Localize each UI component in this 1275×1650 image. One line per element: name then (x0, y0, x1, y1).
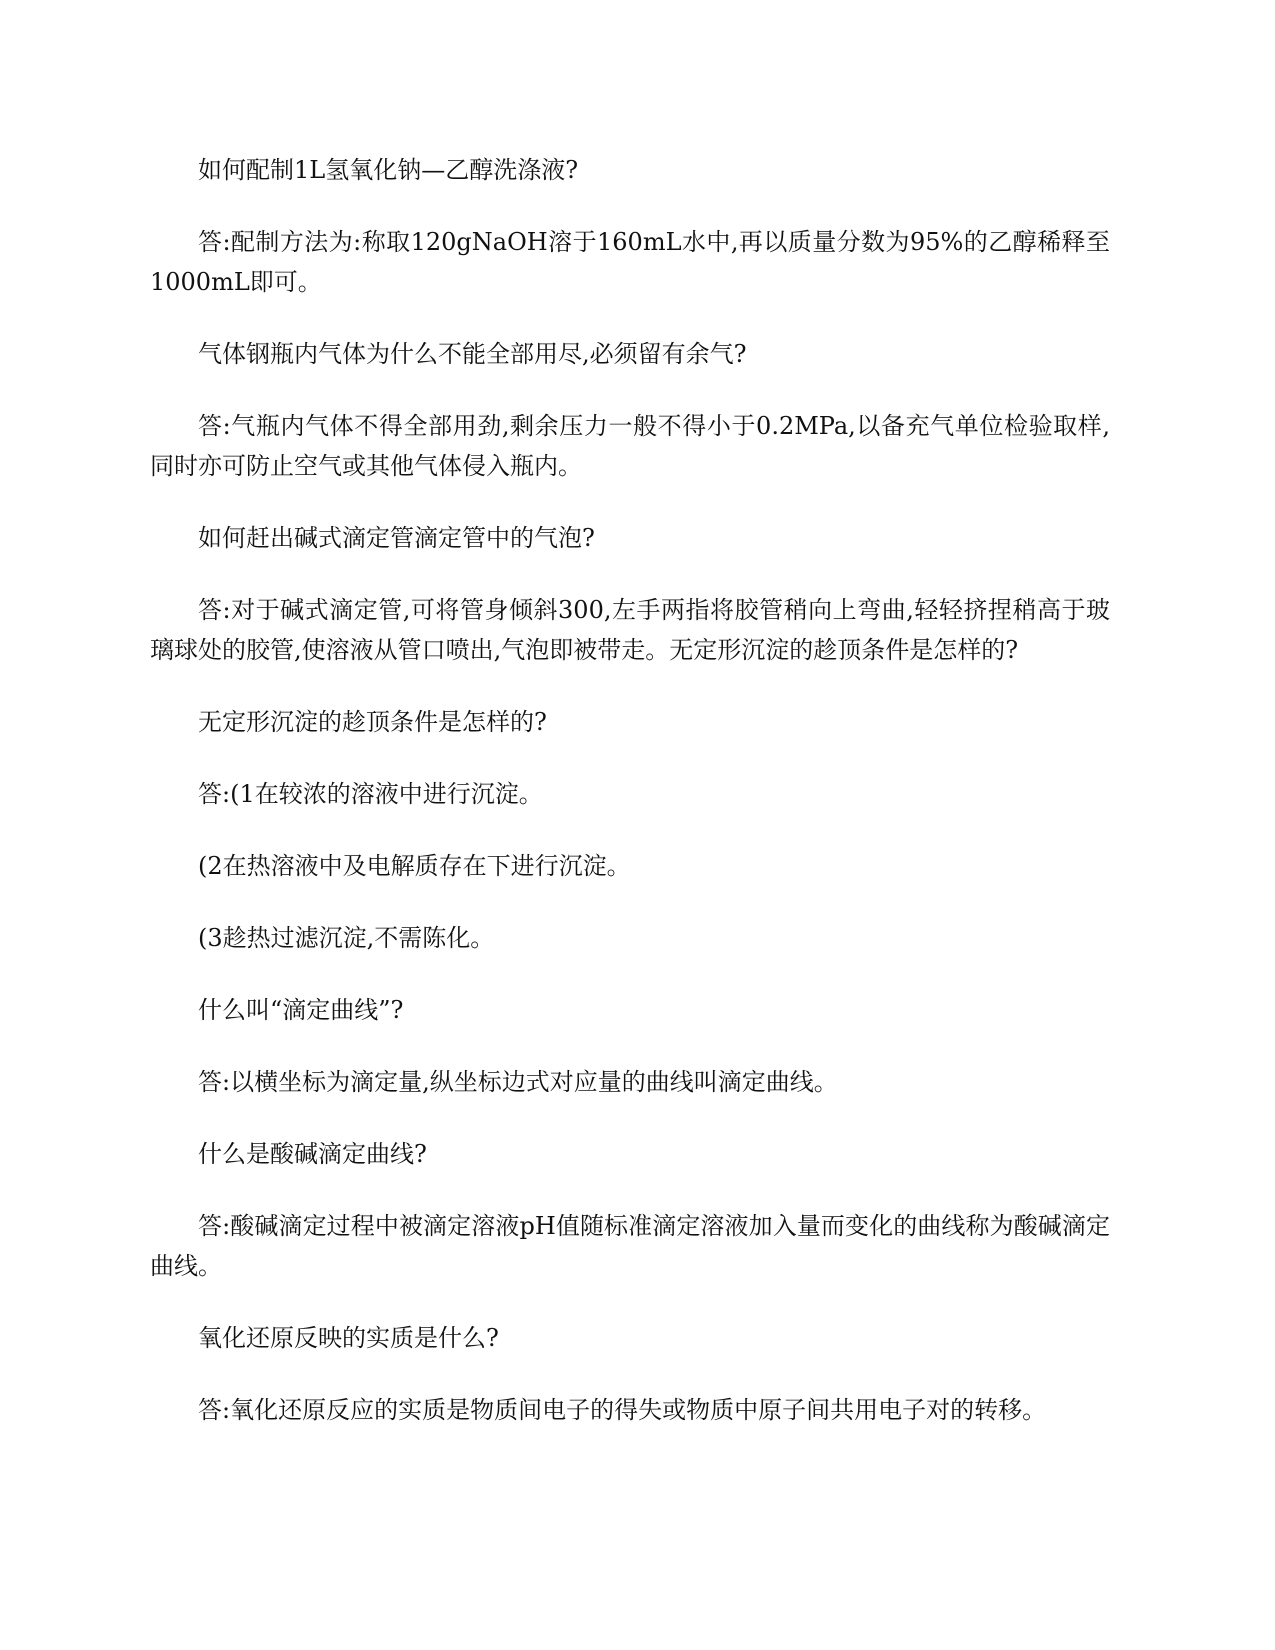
document-body (150, 150, 1110, 1462)
question-paragraph: 什么叫“滴定曲线”? (198, 996, 404, 1024)
question-paragraph: 无定形沉淀的趁顶条件是怎样的? (198, 708, 547, 736)
question-paragraph: 如何赶出碱式滴定管滴定管中的气泡? (198, 524, 595, 552)
question-paragraph: 如何配制1L氢氧化钠—乙醇洗涤液? (198, 156, 579, 184)
answer-paragraph: 答:对于碱式滴定管,可将管身倾斜300,左手两指将胶管稍向上弯曲,轻轻挤捏稍高于玻璃球处的胶管,使溶液从管口喷出,气泡即被带走。无定形沉淀的趁顶条件是怎样的? (150, 596, 1110, 664)
answer-paragraph: 答:以横坐标为滴定量,纵坐标边式对应量的曲线叫滴定曲线。 (198, 1068, 838, 1096)
question-paragraph: 氧化还原反映的实质是什么? (198, 1324, 499, 1352)
answer-paragraph: 答:酸碱滴定过程中被滴定溶液pH值随标准滴定溶液加入量而变化的曲线称为酸碱滴定曲线。 (150, 1212, 1110, 1280)
question-paragraph: 什么是酸碱滴定曲线? (198, 1140, 427, 1168)
answer-paragraph: (2在热溶液中及电解质存在下进行沉淀。 (198, 852, 631, 880)
answer-paragraph: 答:氧化还原反应的实质是物质间电子的得失或物质中原子间共用电子对的转移。 (198, 1396, 1047, 1424)
answer-paragraph: (3趁热过滤沉淀,不需陈化。 (198, 924, 495, 952)
question-paragraph: 气体钢瓶内气体为什么不能全部用尽,必须留有余气? (198, 340, 747, 368)
answer-paragraph: 答:配制方法为:称取120gNaOH溶于160mL水中,再以质量分数为95%的乙醇稀释至1000mL即可。 (150, 228, 1110, 296)
answer-paragraph: 答:气瓶内气体不得全部用劲,剩余压力一般不得小于0.2MPa,以备充气单位检验取样,同时亦可防止空气或其他气体侵入瓶内。 (150, 412, 1110, 480)
answer-paragraph: 答:(1在较浓的溶液中进行沉淀。 (198, 780, 543, 808)
